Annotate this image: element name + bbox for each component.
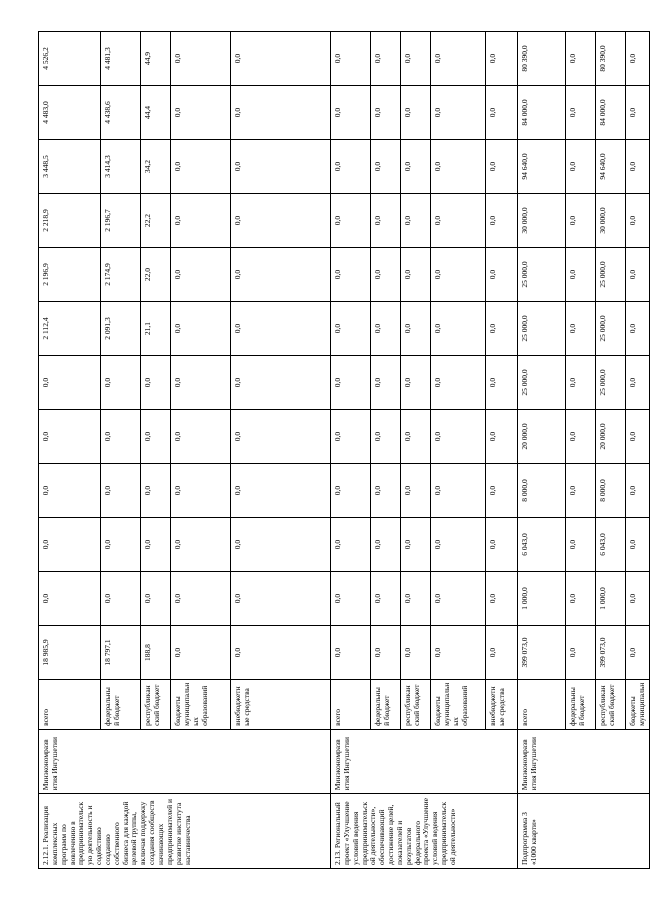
amount-cell: 0,0 [486,194,518,248]
amount-cell: 0,0 [401,302,431,356]
amount-cell: 0,0 [431,86,486,140]
amount-cell: 0,0 [39,464,101,518]
amount-cell: 0,0 [401,356,431,410]
amount-cell: 0,0 [566,626,596,680]
amount-cell: 34,2 [141,140,171,194]
funding-source: федеральны й бюджет [371,680,401,730]
amount-cell: 0,0 [486,518,518,572]
amount-cell: 0,0 [431,464,486,518]
amount-cell: 2 112,4 [39,302,101,356]
amount-cell: 1 000,0 [596,572,626,626]
amount-cell: 0,0 [431,302,486,356]
amount-cell: 2 091,3 [101,302,141,356]
amount-cell: 0,0 [566,248,596,302]
amount-cell: 0,0 [171,140,231,194]
amount-cell: 2 218,9 [39,194,101,248]
amount-cell: 0,0 [566,194,596,248]
amount-cell: 0,0 [486,302,518,356]
amount-cell: 0,0 [371,140,401,194]
amount-cell: 0,0 [431,356,486,410]
amount-cell: 25 000,0 [596,248,626,302]
amount-cell: 0,0 [171,572,231,626]
amount-cell: 94 640,0 [596,140,626,194]
amount-cell: 0,0 [626,140,650,194]
amount-cell: 0,0 [371,572,401,626]
amount-cell: 0,0 [626,194,650,248]
amount-cell: 0,0 [331,626,371,680]
amount-cell: 0,0 [171,86,231,140]
amount-cell: 0,0 [371,32,401,86]
amount-cell: 0,0 [431,194,486,248]
amount-cell: 0,0 [231,356,331,410]
amount-cell: 0,0 [231,32,331,86]
amount-cell: 0,0 [431,32,486,86]
amount-cell: 0,0 [141,356,171,410]
amount-cell: 80 390,0 [518,32,566,86]
funding-source: бюджеты муниципальн ых образований [431,680,486,730]
measure-name: Подпрограмма 3 «1000 кварти» [518,794,650,869]
amount-cell: 0,0 [231,518,331,572]
amount-cell: 0,0 [401,464,431,518]
amount-cell: 0,0 [371,86,401,140]
funding-source: всего [39,680,101,730]
funding-source: всего [331,680,371,730]
amount-cell: 0,0 [566,140,596,194]
budget-table [38,31,650,869]
amount-cell: 22,2 [141,194,171,248]
amount-cell: 0,0 [401,248,431,302]
responsible-executor: Минэкономразв ития Ингушетии [331,729,518,793]
amount-cell: 21,1 [141,302,171,356]
amount-cell: 0,0 [401,518,431,572]
amount-cell: 0,0 [486,356,518,410]
amount-cell: 0,0 [431,248,486,302]
amount-cell: 0,0 [626,248,650,302]
amount-cell: 2 196,7 [101,194,141,248]
amount-cell: 3 414,3 [101,140,141,194]
amount-cell: 4 481,3 [101,32,141,86]
amount-cell: 2 174,9 [101,248,141,302]
amount-cell: 0,0 [626,86,650,140]
amount-cell: 1 000,0 [518,572,566,626]
amount-cell: 0,0 [566,518,596,572]
amount-cell: 18 985,9 [39,626,101,680]
table-row [518,32,566,869]
funding-source: внебюджетн ые средства [231,680,331,730]
amount-cell: 0,0 [626,572,650,626]
amount-cell: 0,0 [331,518,371,572]
amount-cell: 0,0 [331,302,371,356]
amount-cell: 0,0 [231,302,331,356]
amount-cell: 0,0 [231,464,331,518]
amount-cell: 0,0 [431,626,486,680]
amount-cell: 0,0 [566,572,596,626]
funding-source: бюджеты муниципальн ых образований [171,680,231,730]
amount-cell: 0,0 [566,356,596,410]
amount-cell: 0,0 [331,410,371,464]
amount-cell: 0,0 [486,626,518,680]
amount-cell: 0,0 [331,194,371,248]
amount-cell: 0,0 [331,32,371,86]
amount-cell: 6 043,0 [518,518,566,572]
amount-cell: 0,0 [141,572,171,626]
amount-cell: 0,0 [39,518,101,572]
amount-cell: 0,0 [566,302,596,356]
amount-cell: 4 526,2 [39,32,101,86]
amount-cell: 0,0 [331,464,371,518]
amount-cell: 30 000,0 [518,194,566,248]
amount-cell: 0,0 [101,356,141,410]
amount-cell: 0,0 [626,518,650,572]
amount-cell: 0,0 [626,32,650,86]
amount-cell: 399 073,0 [518,626,566,680]
measure-name: 2.12.1. Реализация комплексных программ по вовлечению в предпринимательск ую деятельность и содействию созданию собственного бизнеса для каждой целевой группы, включая поддержку создания сообществ начинающих предпринимателей и развитие института наставничества [39,794,331,869]
amount-cell: 399 073,0 [596,626,626,680]
rotated-page [38,31,646,869]
amount-cell: 30 000,0 [596,194,626,248]
funding-source: республикан ский бюджет [141,680,171,730]
amount-cell: 0,0 [371,356,401,410]
amount-cell: 0,0 [371,194,401,248]
amount-cell: 0,0 [566,464,596,518]
amount-cell: 0,0 [401,626,431,680]
amount-cell: 0,0 [171,626,231,680]
amount-cell: 0,0 [231,140,331,194]
amount-cell: 0,0 [486,248,518,302]
amount-cell: 0,0 [566,410,596,464]
amount-cell: 0,0 [401,140,431,194]
amount-cell: 0,0 [171,248,231,302]
amount-cell: 94 640,0 [518,140,566,194]
responsible-executor: Минэкономразв ития Ингушетии [518,729,650,793]
amount-cell: 0,0 [331,356,371,410]
amount-cell: 0,0 [231,86,331,140]
amount-cell: 25 000,0 [596,302,626,356]
amount-cell: 0,0 [331,572,371,626]
amount-cell: 3 448,5 [39,140,101,194]
amount-cell: 0,0 [486,32,518,86]
amount-cell: 0,0 [626,302,650,356]
amount-cell: 0,0 [431,140,486,194]
amount-cell: 188,8 [141,626,171,680]
amount-cell: 0,0 [486,572,518,626]
amount-cell: 0,0 [371,626,401,680]
amount-cell: 0,0 [401,410,431,464]
amount-cell: 0,0 [101,572,141,626]
amount-cell: 18 797,1 [101,626,141,680]
amount-cell: 0,0 [401,32,431,86]
amount-cell: 0,0 [141,518,171,572]
amount-cell: 44,4 [141,86,171,140]
amount-cell: 0,0 [171,410,231,464]
table-row [331,32,371,869]
amount-cell: 22,0 [141,248,171,302]
amount-cell: 0,0 [566,32,596,86]
amount-cell: 0,0 [486,140,518,194]
funding-source: федеральны й бюджет [566,680,596,730]
amount-cell: 84 000,0 [518,86,566,140]
amount-cell: 0,0 [626,464,650,518]
amount-cell: 0,0 [371,302,401,356]
amount-cell: 0,0 [486,86,518,140]
amount-cell: 0,0 [626,626,650,680]
amount-cell: 0,0 [171,356,231,410]
amount-cell: 0,0 [141,464,171,518]
amount-cell: 0,0 [371,464,401,518]
funding-source: всего [518,680,566,730]
measure-name: 2.13. Региональный проект «Улучшение условий ведения предпринимательск ой деятельности», обеспечивающий достижение целей, показателей и результатов федерального проекта «Улучшение условий ведения предпринимательск ой деятельности» [331,794,518,869]
amount-cell: 0,0 [486,464,518,518]
amount-cell: 0,0 [231,410,331,464]
amount-cell: 0,0 [171,32,231,86]
amount-cell: 0,0 [39,410,101,464]
amount-cell: 4 483,0 [39,86,101,140]
amount-cell: 25 000,0 [518,302,566,356]
amount-cell: 0,0 [231,572,331,626]
amount-cell: 0,0 [371,410,401,464]
amount-cell: 0,0 [331,248,371,302]
amount-cell: 0,0 [431,410,486,464]
amount-cell: 0,0 [171,302,231,356]
table-row [39,32,101,869]
funding-source: республикан ский бюджет [401,680,431,730]
amount-cell: 6 043,0 [596,518,626,572]
amount-cell: 0,0 [566,86,596,140]
funding-source: республикан ский бюджет [596,680,626,730]
amount-cell: 0,0 [39,356,101,410]
amount-cell: 0,0 [431,518,486,572]
amount-cell: 0,0 [101,518,141,572]
amount-cell: 44,9 [141,32,171,86]
funding-source: внебюджетн ые средства [486,680,518,730]
amount-cell: 8 000,0 [518,464,566,518]
amount-cell: 0,0 [486,410,518,464]
amount-cell: 0,0 [401,86,431,140]
amount-cell: 20 000,0 [518,410,566,464]
amount-cell: 0,0 [231,248,331,302]
amount-cell: 20 000,0 [596,410,626,464]
amount-cell: 0,0 [401,194,431,248]
amount-cell: 0,0 [171,194,231,248]
amount-cell: 2 196,9 [39,248,101,302]
amount-cell: 0,0 [101,464,141,518]
amount-cell: 25 000,0 [596,356,626,410]
amount-cell: 8 000,0 [596,464,626,518]
amount-cell: 25 000,0 [518,248,566,302]
funding-source: бюджеты муниципальн [626,680,650,730]
amount-cell: 0,0 [401,572,431,626]
amount-cell: 0,0 [331,140,371,194]
amount-cell: 25 000,0 [518,356,566,410]
amount-cell: 0,0 [39,572,101,626]
amount-cell: 0,0 [371,518,401,572]
responsible-executor: Минэкономразв ития Ингушетии [39,729,331,793]
amount-cell: 0,0 [231,194,331,248]
amount-cell: 80 390,0 [596,32,626,86]
funding-source: федеральны й бюджет [101,680,141,730]
amount-cell: 84 000,0 [596,86,626,140]
amount-cell: 0,0 [231,626,331,680]
amount-cell: 0,0 [626,410,650,464]
amount-cell: 4 438,6 [101,86,141,140]
amount-cell: 0,0 [141,410,171,464]
amount-cell: 0,0 [626,356,650,410]
amount-cell: 0,0 [171,518,231,572]
amount-cell: 0,0 [331,86,371,140]
amount-cell: 0,0 [371,248,401,302]
amount-cell: 0,0 [171,464,231,518]
amount-cell: 0,0 [431,572,486,626]
amount-cell: 0,0 [101,410,141,464]
